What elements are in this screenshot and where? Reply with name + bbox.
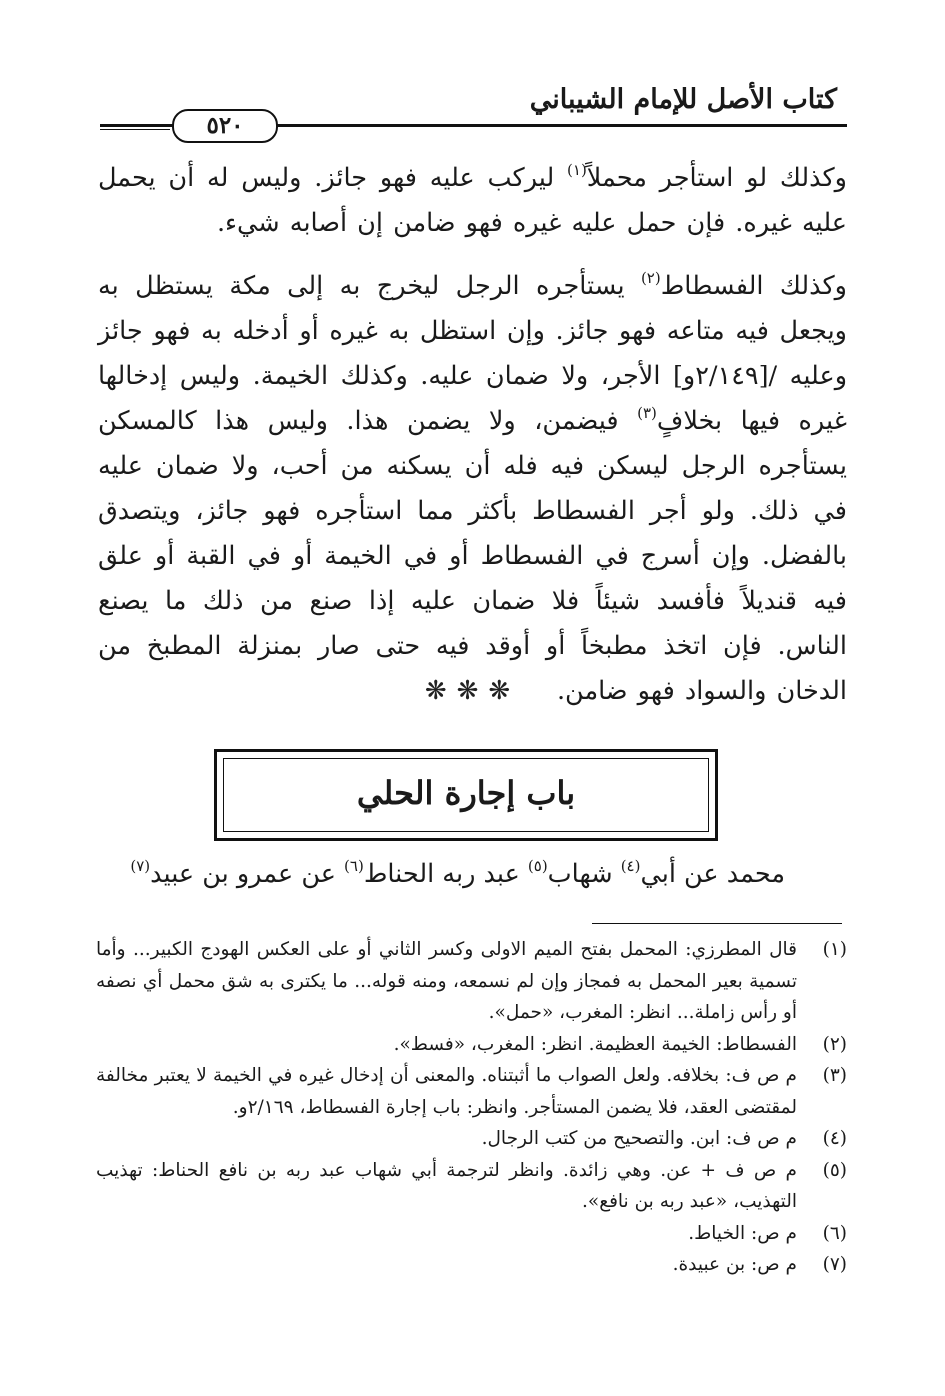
paragraph-1-text-a: وكذلك لو استأجر محملاً [586, 163, 847, 193]
page-number: ٥٢٠ [172, 109, 278, 143]
footnote-item [96, 1029, 847, 1061]
chapter-heading-frame [214, 749, 718, 841]
footnote-number: (١) [822, 939, 847, 960]
footnote-text: م ص ف + عن. وهي زائدة. وانظر لترجمة أبي شهاب عبد ربه بن نافع الحناط: تهذيب التهذيب، «عبد ربه بن نافع». [96, 1159, 797, 1212]
footnote-ref-5: (٥) [527, 857, 548, 875]
footnote-item [96, 1249, 847, 1281]
paragraph-2 [98, 264, 847, 714]
paragraph-2-text-b: يستأجره الرجل ليخرج به إلى مكة يستظل به ويجعل فيه متاعه فهو جائز. وإن استظل به غيره أو أدخله به فهو جائز وعليه /[٢/١٤٩و] الأجر، ولا ضمان عليه. وكذلك الخيمة. وليس إدخالها غيره فيها بخلافٍ [98, 271, 848, 436]
footnote-separator-rule [592, 923, 842, 924]
footnote-ref-2: (٢) [640, 269, 661, 287]
footnote-number: (٢) [822, 1033, 847, 1055]
footnote-number: (٣) [822, 1065, 847, 1086]
isnad-part-3: عبد ربه الحناط [363, 859, 528, 889]
footnote-text: م ص: بن عبيدة. [672, 1254, 797, 1275]
footnote-text: م ص ف: بخلافه. ولعل الصواب ما أثبتناه. والمعنى أن إدخال غيره في الخيمة لا يعتبر مخالفة لمقتضى العقد، فلا يضمن المستأجر. وانظر: باب إجارة الفسطاط، ٢/١٦٩و. [96, 1065, 797, 1118]
footnote-ref-1: (١) [567, 161, 587, 179]
footnote-number: (٦) [822, 1222, 847, 1244]
footnote-text: م ص: الخياط. [688, 1222, 797, 1244]
footnote-item [96, 1060, 847, 1123]
footnote-number: (٤) [822, 1128, 847, 1149]
footnote-text: قال المطرزي: المحمل بفتح الميم الاولى وكسر الثاني أو على العكس الهودج الكبير... وأما تسمية بعير المحمل به فمجاز وإن لم نسمعه، ومنه قوله... ما يكترى به شق محمل أي نصفه أو رأس زاملة... انظر: المغرب، «حمل». [96, 939, 797, 1023]
paragraph-1 [98, 156, 847, 246]
footnote-text: م ص ف: ابن. والتصحيح من كتب الرجال. [481, 1128, 797, 1149]
paragraph-1-text-b: ليركب عليه فهو جائز. وليس له أن يحمل عليه غيره. فإن حمل عليه غيره فهو ضامن إن أصابه شيء. [98, 163, 847, 238]
footnote-item [96, 1123, 847, 1155]
footnote-ref-7: (٧) [130, 857, 151, 875]
header-rule-thin [100, 129, 170, 130]
footnote-item [96, 934, 847, 1029]
footnote-ref-6: (٦) [344, 857, 364, 875]
paragraph-2-text-a: وكذلك الفسطاط [660, 271, 847, 301]
footnote-text: الفسطاط: الخيمة العظيمة. انظر: المغرب، «فسط». [393, 1033, 797, 1055]
section-separator-ornament: ❋❋❋ [424, 676, 521, 706]
footnote-ref-4: (٤) [620, 857, 641, 875]
isnad-part-4: عن عمرو بن عبيد [150, 859, 345, 889]
footnote-item [96, 1218, 847, 1250]
isnad-part-2: شهاب [547, 859, 621, 889]
footnotes-list [96, 934, 847, 1281]
paragraph-2-text-c: فيضمن، ولا يضمن هذا. وليس هذا كالمسكن يستأجره الرجل ليسكن فيه فله أن يسكنه من أحب، ولا ضمان عليه في ذلك. ولو أجر الفسطاط بأكثر مما استأجره فهو جائز، ويتصدق بالفضل. وإن أسرج في الفسطاط أو في الخيمة أو في القبة أو علق فيه قنديلاً فأفسد شيئاً فلا ضمان عليه إذا صنع من ذلك ما يصنع الناس. فإن اتخذ مطبخاً أو أوقد فيه حتى صار بمنزلة المطبخ من الدخان والسواد فهو ضامن. [98, 406, 847, 706]
running-header-title: كتاب الأصل للإمام الشيباني [529, 84, 837, 115]
footnote-number: (٥) [822, 1159, 847, 1181]
footnote-item [96, 1155, 847, 1218]
footnote-number: (٧) [822, 1254, 847, 1275]
isnad-line [130, 852, 785, 897]
isnad-part-1: محمد عن أبي [640, 859, 785, 889]
chapter-heading-title: باب إجارة الحلي [356, 774, 576, 812]
footnote-ref-3: (٣) [637, 404, 657, 422]
